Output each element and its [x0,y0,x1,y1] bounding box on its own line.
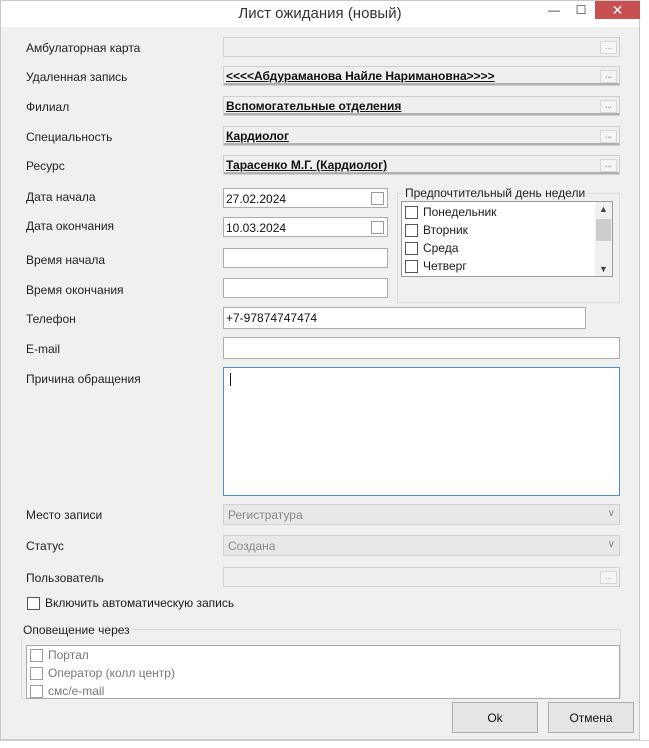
notification-title: Оповещение через [23,623,130,637]
status-select[interactable] [223,535,620,556]
monday-label: Понедельник [423,205,497,219]
ok-button[interactable]: Ok [452,702,538,733]
resource-ellipsis-button[interactable]: ... [600,159,617,172]
branch-field [223,96,620,116]
end-date-value: 10.03.2024 [226,221,287,235]
tuesday-checkbox[interactable] [405,224,418,237]
list-item-operator [30,666,175,680]
preferred-day-title: Предпочтительный день недели [405,186,586,200]
resource-value: Тарасенко М.Г. (Кардиолог) [226,158,388,172]
branch-label: Филиал [26,100,70,114]
start-time-input[interactable] [223,248,388,268]
title-bar [1,1,639,27]
sms-email-checkbox [30,685,43,698]
status-value: Создана [228,539,276,553]
start-date-value: 27.02.2024 [226,192,287,206]
cancel-button[interactable]: Отмена [548,702,634,733]
ambulatory-card-field [223,37,620,57]
ambulatory-card-ellipsis-button[interactable]: ... [600,41,617,54]
ambulatory-card-label: Амбулаторная карта [26,41,141,55]
end-time-input[interactable] [223,278,388,298]
operator-label: Оператор (колл центр) [48,666,175,680]
thursday-checkbox[interactable] [405,260,418,273]
list-item-portal [30,648,89,662]
thursday-label: Четверг [423,259,467,273]
user-field [223,567,620,587]
user-label: Пользователь [26,571,104,585]
end-time-label: Время окончания [26,283,124,297]
auto-record-checkbox[interactable] [27,597,40,610]
reason-textarea[interactable] [223,367,620,496]
list-item-wednesday[interactable] [405,241,458,255]
status-label: Статус [26,539,64,553]
specialty-value: Кардиолог [226,129,289,143]
sms-email-label: смс/e-mail [48,684,105,698]
maximize-button[interactable]: ☐ [575,3,587,17]
branch-value: Вспомогательные отделения [226,99,402,113]
preferred-day-list[interactable] [401,201,613,277]
portal-checkbox [30,649,43,662]
end-date-input[interactable] [223,217,388,237]
auto-record-label: Включить автоматическую запись [45,596,235,610]
start-date-input[interactable] [223,188,388,208]
specialty-label: Специальность [26,130,113,144]
wednesday-label: Среда [423,241,459,255]
close-button[interactable]: ✕ [595,1,640,19]
phone-value: +7-97874747474 [226,311,318,325]
operator-checkbox [30,667,43,680]
scroll-up-icon[interactable]: ▲ [599,204,608,214]
reason-label: Причина обращения [26,372,141,386]
place-label: Место записи [26,508,103,522]
background-strip [0,740,649,748]
window-title: Лист ожидания (новый) [238,5,402,22]
user-ellipsis-button[interactable]: ... [600,571,617,584]
list-item-sms-email [30,684,104,698]
monday-checkbox[interactable] [405,206,418,219]
resource-label: Ресурс [26,159,65,173]
remote-record-field [223,66,620,86]
wednesday-checkbox[interactable] [405,242,418,255]
remote-record-value: <<<<Абдураманова Найле Наримановна>>>> [226,69,495,83]
start-time-label: Время начала [26,253,106,267]
start-date-picker-icon[interactable] [371,192,384,205]
auto-record-option[interactable] [27,596,234,610]
portal-label: Портал [48,648,89,662]
remote-record-ellipsis-button[interactable]: ... [600,70,617,83]
start-date-label: Дата начала [26,190,96,204]
chevron-down-icon[interactable]: ∨ [607,508,615,519]
email-label: E-mail [26,342,61,356]
scroll-down-icon[interactable]: ▼ [599,264,608,274]
scroll-thumb[interactable] [596,219,611,241]
preferred-day-scrollbar[interactable] [595,202,612,276]
list-item-monday[interactable] [405,205,496,219]
minimize-button[interactable]: — [548,3,560,17]
notification-list [26,645,620,699]
tuesday-label: Вторник [423,223,468,237]
phone-input[interactable] [223,307,586,329]
place-value: Регистратура [228,508,303,522]
place-select[interactable] [223,504,620,525]
email-input[interactable] [223,337,620,359]
end-date-label: Дата окончания [26,219,115,233]
branch-ellipsis-button[interactable]: ... [600,100,617,113]
text-caret [230,373,231,386]
resource-field [223,155,620,175]
specialty-ellipsis-button[interactable]: ... [600,130,617,143]
remote-record-label: Удаленная запись [26,70,128,84]
specialty-field [223,126,620,146]
list-item-tuesday[interactable] [405,223,468,237]
chevron-down-icon[interactable]: ∨ [607,539,615,550]
phone-label: Телефон [26,312,76,326]
end-date-picker-icon[interactable] [371,221,384,234]
list-item-thursday[interactable] [405,259,467,273]
